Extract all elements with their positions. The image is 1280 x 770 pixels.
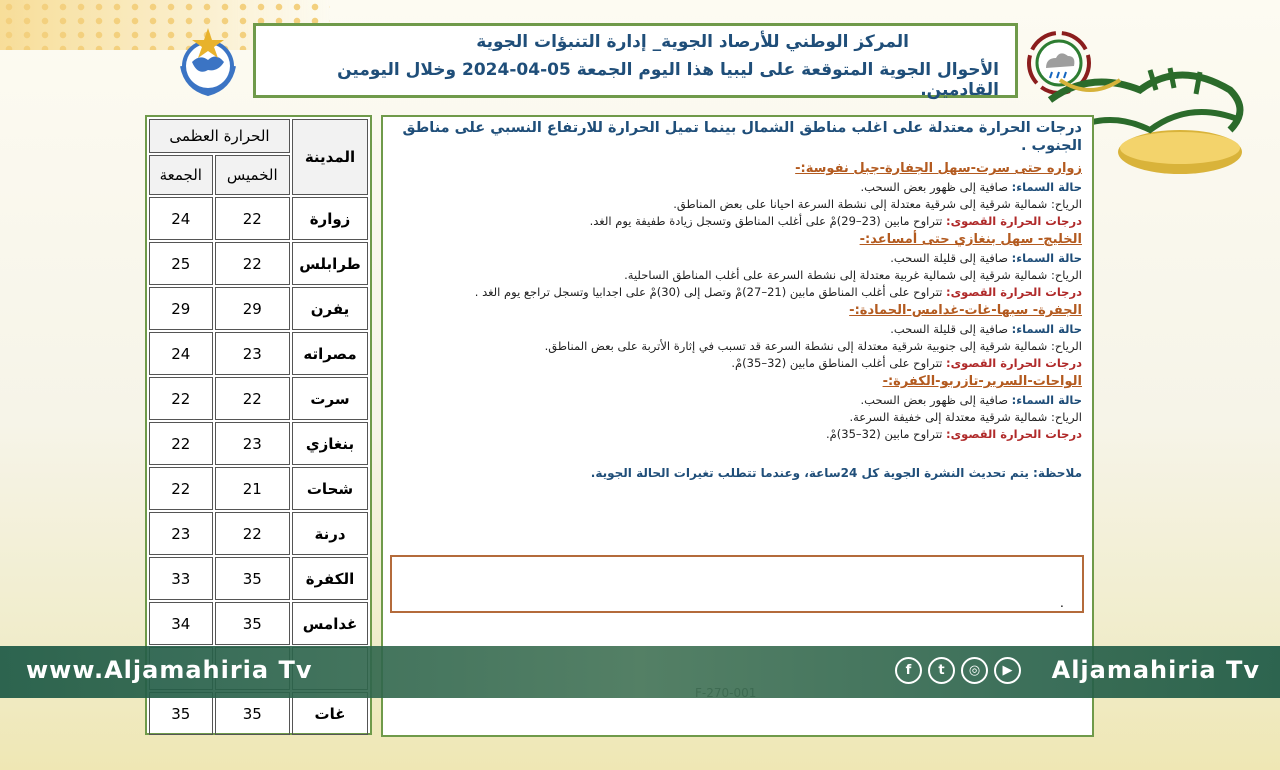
friday-temp: 22 [149,422,213,465]
wind-label: الرياح: [1050,268,1082,282]
wind-label: الرياح: [1050,339,1082,353]
city-name: بنغازي [292,422,368,465]
thursday-temp: 35 [215,557,290,600]
friday-temp: 33 [149,557,213,600]
friday-temp: 24 [149,332,213,375]
header-banner [253,23,1018,98]
sky-label: حالة السماء: [1011,251,1082,265]
temp-label: درجات الحرارة القصوى: [946,285,1082,299]
temp-line [391,284,1082,301]
wind-line [391,338,1082,355]
region-heading: زواره حتى سرت-سهل الجفارة-جبل نفوسة:- [795,161,1082,176]
thursday-temp: 21 [215,467,290,510]
city-name: غدامس [292,602,368,645]
thursday-temp: 22 [215,197,290,240]
table-row [149,512,368,555]
sky-line [391,321,1082,338]
friday-column-header: الجمعة [149,155,213,195]
thursday-temp: 22 [215,377,290,420]
sky-line [391,250,1082,267]
wind-text: شمالية شرقية إلى شرقية معتدلة إلى نشطة السرعة احيانا على بعض المناطق. [673,197,1048,211]
wmo-logo-icon [168,22,248,102]
city-name: مصراته [292,332,368,375]
city-name: الكفرة [292,557,368,600]
thursday-temp: 35 [215,602,290,645]
notes-dot: . [1060,596,1064,610]
city-name: غات [292,692,368,735]
wind-text: شمالية شرقية معتدلة إلى خفيفة السرعة. [849,410,1048,424]
sky-label: حالة السماء: [1011,180,1082,194]
wind-label: الرياح: [1050,410,1082,424]
sky-text: صافية إلى ظهور بعض السحب. [860,180,1008,194]
temp-text: تتراوح على أغلب المناطق مابين (21–27)مْ وتصل إلى (30)مْ على اجدابيا وتسجل تراجع يوم الغد . [474,285,943,299]
table-row [149,377,368,420]
temp-line [391,213,1082,230]
bulletin-note: ملاحظة: يتم تحديث النشرة الجوية كل 24ساعة، وعندما تتطلب تغيرات الحالة الجوية. [590,466,1082,480]
wind-text: شمالية شرقية إلى شمالية غربية معتدلة إلى نشطة السرعة على أغلب المناطق الساحلية. [624,268,1048,282]
temp-text: تتراوح على أغلب المناطق مابين (32–35)مْ. [731,356,943,370]
temp-text: تتراوح مابين (23–29)مْ على أغلب المناطق وتسجل زيادة طفيفة يوم الغد. [589,214,943,228]
city-column-header: المدينة [292,119,368,195]
region-heading: الخليج- سهل بنغازي حتى أمساعد:- [859,232,1082,247]
friday-temp: 35 [149,692,213,735]
thursday-temp: 35 [215,692,290,735]
friday-temp: 22 [149,467,213,510]
thursday-column-header: الخميس [215,155,290,195]
sky-text: صافية إلى قليلة السحب. [890,251,1008,265]
table-row [149,287,368,330]
temp-line [391,426,1082,443]
table-row [149,332,368,375]
wind-label: الرياح: [1050,197,1082,211]
friday-temp: 25 [149,242,213,285]
channel-brand: Aljamahiria Tv [1051,656,1260,684]
sky-line [391,179,1082,196]
wind-line [391,196,1082,213]
sky-text: صافية إلى قليلة السحب. [890,322,1008,336]
friday-temp: 24 [149,197,213,240]
max-temp-group-header: الحرارة العظمى [149,119,290,153]
sky-label: حالة السماء: [1011,322,1082,336]
thursday-temp: 22 [215,242,290,285]
thursday-temp: 22 [215,512,290,555]
temp-line [391,355,1082,372]
notes-box [390,555,1084,613]
wind-line [391,409,1082,426]
table-row [149,467,368,510]
channel-url: www.Aljamahiria Tv [26,656,313,684]
weather-bulletin [381,115,1094,737]
table-row [149,602,368,645]
friday-temp: 23 [149,512,213,555]
header-title: المركز الوطني للأرصاد الجوية_ إدارة التنبؤات الجوية [476,32,909,52]
temp-label: درجات الحرارة القصوى: [946,356,1082,370]
bulletin-intro: درجات الحرارة معتدلة على اغلب مناطق الشمال بينما تميل الحرارة للارتفاع النسبي على مناطق الجنوب . [402,120,1082,154]
social-icons [895,657,1021,684]
friday-temp: 22 [149,377,213,420]
city-name: شحات [292,467,368,510]
broadcast-banner [0,646,1280,698]
wind-text: شمالية شرقية إلى جنوبية شرقية معتدلة إلى نشطة السرعة قد تسبب في إثارة الأتربة على بعض المناطق. [544,339,1048,353]
table-row [149,242,368,285]
thursday-temp: 29 [215,287,290,330]
facebook-icon: f [895,657,922,684]
city-name: زوارة [292,197,368,240]
sky-line [391,392,1082,409]
city-temperature-grid [147,117,370,737]
table-row [149,692,368,735]
friday-temp: 29 [149,287,213,330]
city-name: يفرن [292,287,368,330]
region-heading: الجفرة- سبها-غات-غدامس-الحمادة:- [849,303,1082,318]
thursday-temp: 23 [215,422,290,465]
thursday-temp: 23 [215,332,290,375]
wind-line [391,267,1082,284]
friday-temp: 34 [149,602,213,645]
youtube-icon: ▶ [994,657,1021,684]
max-temperature-table [145,115,372,735]
table-row [149,422,368,465]
instagram-icon: ◎ [961,657,988,684]
sky-text: صافية إلى ظهور بعض السحب. [860,393,1008,407]
city-name: طرابلس [292,242,368,285]
city-name: سرت [292,377,368,420]
twitter-icon: t [928,657,955,684]
header-subtitle: الأحوال الجوية المتوقعة على ليبيا هذا اليوم الجمعة 05-04-2024 وخلال اليومين القادمين. [337,60,999,100]
temp-label: درجات الحرارة القصوى: [946,427,1082,441]
temp-text: تتراوح مابين (32–35)مْ. [826,427,943,441]
table-row [149,557,368,600]
sky-label: حالة السماء: [1011,393,1082,407]
region-heading: الواحات-السرير-تازربو-الكفرة:- [882,374,1082,389]
city-name: درنة [292,512,368,555]
table-row [149,197,368,240]
temp-label: درجات الحرارة القصوى: [946,214,1082,228]
